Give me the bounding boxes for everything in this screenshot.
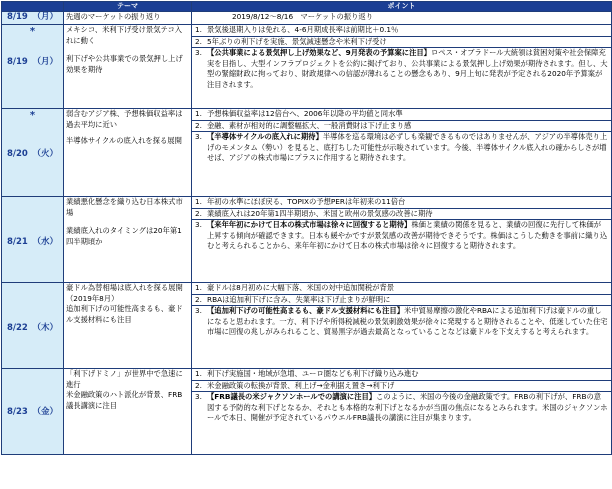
header-date — [2, 2, 64, 12]
theme-cell — [64, 283, 192, 369]
weekday-label: （月） — [32, 57, 58, 67]
point-item: 3. 【半導体サイクルの底入れに期待】半導体を巡る環境は必ずしも楽観できるものではありませんが、アジアの半導体売り上げのモメンタム（勢い）を見ると、底打ちした可能性が示唆されています。今後、半導体サイクル底入れの確からしさが増せば、アジアの株式市場にプラスに作用すると期待されます。 — [195, 132, 608, 162]
point-cell — [192, 12, 612, 25]
point-item: 1. 年初の水準にほぼ戻る、TOPIXの予想PERは年初来の11倍台 — [192, 197, 611, 209]
point-item: 2019/8/12～8/16 マーケットの振り返り — [232, 12, 373, 21]
date-label: 8/20 — [7, 149, 28, 159]
table-row — [2, 25, 612, 109]
table-row — [2, 197, 612, 283]
point-cell — [192, 25, 612, 109]
point-item: 3. 【FRB議長の米ジャクソンホールでの講演に注目】このように、米国の今後の金融政策です。FRBの利下げが、FRBの意図する予防的な利下げとなるか、それとも本格的な利下げとなるかが当面の焦点になるとみられます。米国のジャクソンホールで本日、開催が予定されているパウエルFRB議長の講演に注目が集まります。 — [195, 392, 608, 422]
point-item: 2. 米金融政策の転換が背景、利上げ→金利据え置き→利下げ — [192, 381, 611, 393]
date-cell — [2, 369, 64, 455]
point-item: 1. 景気後退期入りは免れる、4-6月期成長率は前期比＋0.1％ — [192, 25, 611, 37]
point-item: 2. 金融、素材が相対的に調整幅拡大、一般消費財は下げ止まり感 — [192, 121, 611, 133]
theme-cell — [64, 12, 192, 25]
point-cell — [192, 197, 612, 283]
weekday-label: （水） — [32, 237, 58, 247]
date-cell — [2, 25, 64, 109]
weekly-report-table — [1, 1, 612, 455]
star-mark: * — [29, 110, 36, 121]
point-item: 1. 利下げ実施国・地域が急増、ユーロ圏なども利下げ織り込み進む — [192, 369, 611, 381]
date-label: 8/21 — [7, 237, 28, 247]
weekday-label: （木） — [32, 323, 58, 333]
date-label: 8/23 — [7, 407, 28, 417]
theme-cell — [64, 109, 192, 197]
table-row — [2, 12, 612, 25]
point-cell — [192, 283, 612, 369]
date-label: 8/19 — [7, 12, 28, 22]
theme-text: 弱含むアジア株、予想株価収益率は過去平均に近い — [66, 109, 183, 129]
date-cell — [2, 109, 64, 197]
theme-text: 先週のマーケットの振り返り — [66, 12, 161, 21]
theme-subtext: 利下げや公共事業での景気押し上げ効果を期待 — [66, 54, 183, 74]
point-cell — [192, 369, 612, 455]
date-cell — [2, 12, 64, 25]
header-point: ポイント — [192, 2, 612, 12]
table-row — [2, 283, 612, 369]
theme-text: メキシコ、米利下げ受け景気テコ入れに動く — [66, 25, 183, 45]
date-label: 8/22 — [7, 323, 28, 333]
theme-cell — [64, 369, 192, 455]
theme-text: 「利下げドミノ」が世界中で急速に進行 — [66, 369, 183, 389]
table-row — [2, 109, 612, 197]
weekday-label: （火） — [32, 149, 58, 159]
point-item: 1. 予想株価収益率は12倍台へ、2006年以降の平均値と同水準 — [192, 109, 611, 121]
header-theme: テーマ — [64, 2, 192, 12]
date-cell — [2, 283, 64, 369]
point-item: 2. RBAは追加利下げに含み、失業率は下げ止まりが鮮明に — [192, 295, 611, 307]
point-item: 2. 5年ぶりの利下げを実施、景気減速懸念や米利下げ受け — [192, 37, 611, 49]
theme-subtext: 米金融政策のハト派化が背景、FRB議長講演に注目 — [66, 390, 183, 410]
point-item: 3. 【公共事業による景気押し上げ効果など、9月発表の予算案に注目】ロペス・オブラドール大統領は貧困対策や社会保障充実を目指し、大型インフラプロジェクトを公約に掲げており、公共事業による景気押し上げ効果が期待されます。但し、大型の緊縮財政に拘っており、財政規律への信認が薄れることの懸念もあり、9月上旬に発表が予定される2020年予算案が注目されます。 — [195, 48, 608, 89]
point-item: 2. 業績底入れは20年第1四半期頃か、米国と欧州の景気感の改善に期待 — [192, 209, 611, 221]
theme-cell — [64, 25, 192, 109]
date-cell — [2, 197, 64, 283]
theme-text: 業績悪化懸念を織り込む日本株式市場 — [66, 197, 183, 217]
theme-cell — [64, 197, 192, 283]
theme-subtext: 業績底入れのタイミングは20年第1四半期頃か — [66, 226, 182, 246]
theme-subtext: 半導体サイクルの底入れを探る展開 — [66, 136, 182, 145]
date-label: 8/19 — [7, 57, 28, 67]
point-item: 3. 【来年年初にかけて日本の株式市場は徐々に回復すると期待】株価と業績の関係を見ると、業績の回復に先行して株価が上昇する傾向が確認できます。日本も緩やかですが景気感の改善が期待できそうです。株価はこうした動きを事前に織り込むと考えられることから、来年年初にかけて日本の株式市場は徐々に回復すると期待されます。 — [195, 220, 608, 250]
theme-subtext: 追加利下げの可能性高まるも、豪ドル支援材料にも注目 — [66, 304, 183, 324]
weekday-label: （月） — [32, 12, 58, 22]
header-row — [2, 2, 612, 12]
point-item: 1. 豪ドルは8月初めに大幅下落、米国の対中追加関税が背景 — [192, 283, 611, 295]
point-cell — [192, 109, 612, 197]
table-row — [2, 369, 612, 455]
point-item: 3. 【追加利下げの可能性高まるも、豪ドル支援材料にも注目】米中貿易摩擦の激化やRBAによる追加利下げは豪ドルの重しになると思われます。一方、利下げや所得税減税の景気刺激効果が徐々に発現すると期待されることや、低迷していた住宅市場に回復の兆しがみられること、貿易黒字が過去最高となっていることなどは豪ドルを下支えすると考えられます。 — [195, 306, 608, 336]
star-mark: * — [29, 26, 36, 37]
weekday-label: （金） — [32, 407, 58, 417]
theme-text: 豪ドル為替相場は底入れを探る展開（2019年8月） — [66, 283, 183, 303]
